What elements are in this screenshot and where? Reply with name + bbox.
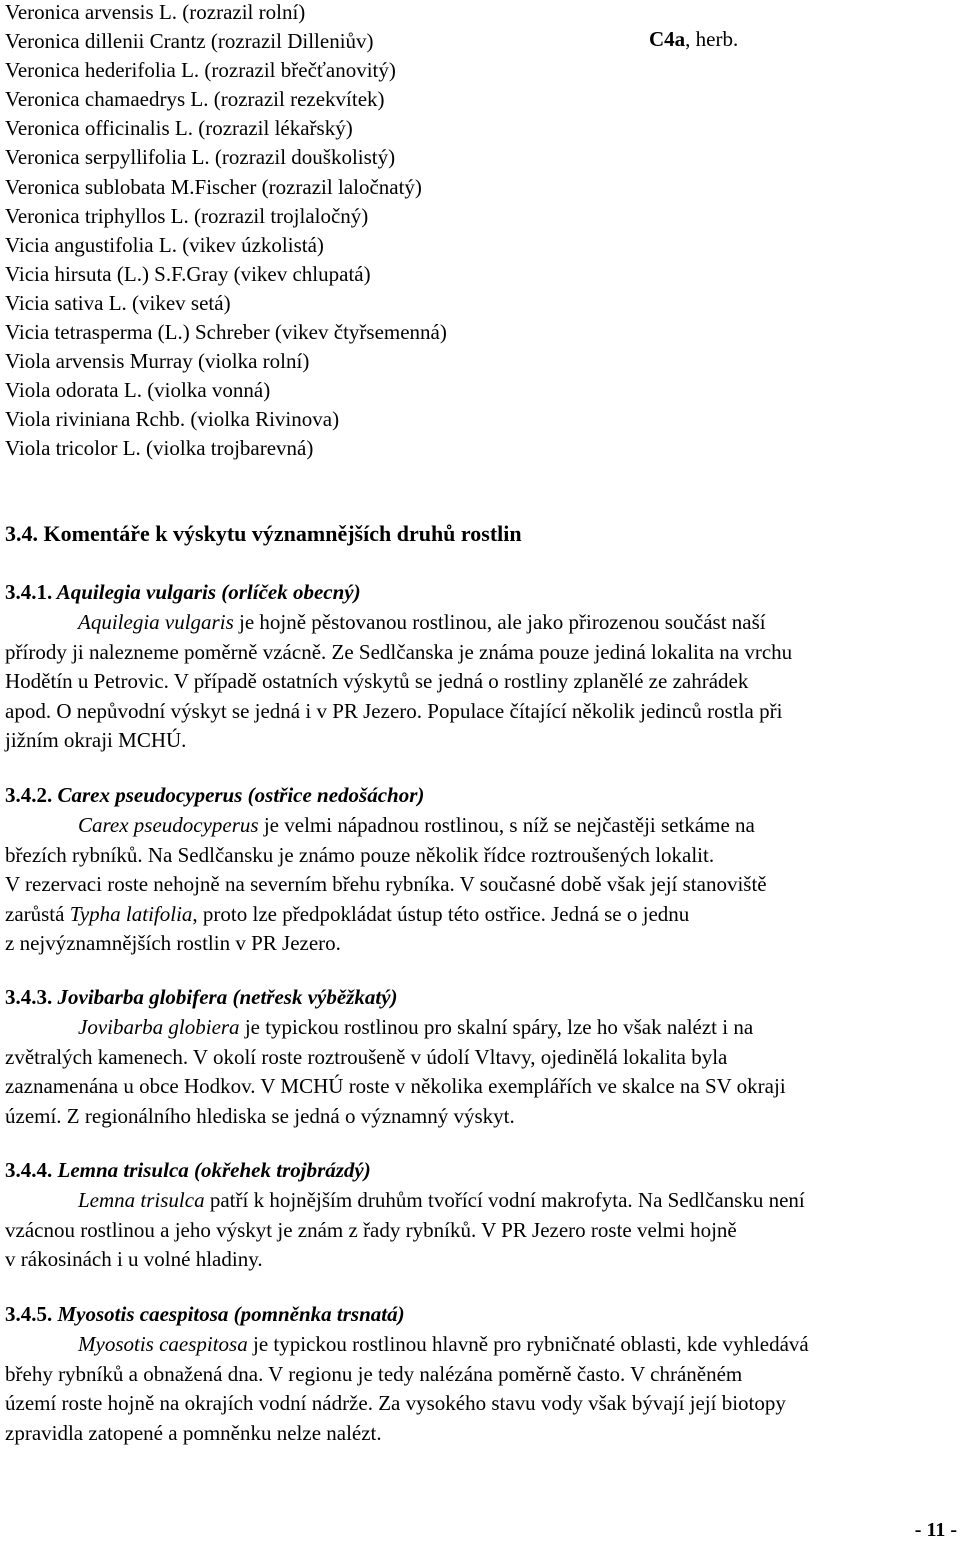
text-run: zaznamenána u obce Hodkov. V MCHÚ roste v několika exemplářích ve skalce na SV okraji [5, 1074, 786, 1098]
text-run: přírody ji nalezneme poměrně vzácně. Ze Sedlčanska je známa pouze jediná lokalita na vrchu [5, 639, 793, 664]
species-name-italic: Lemna trisulca [78, 1188, 205, 1212]
species-name-italic: Typha latifolia [69, 901, 193, 926]
paragraph-line [5, 608, 945, 638]
paragraph-line [5, 1216, 945, 1246]
species-list-item: Veronica serpyllifolia L. (rozrazil douškolistý) [5, 145, 396, 170]
paragraph-line [5, 811, 945, 841]
paragraph-line [5, 1245, 945, 1275]
paragraph-line [5, 1043, 945, 1073]
subsection-heading [5, 1158, 371, 1183]
species-list-item: Veronica triphyllos L. (rozrazil trojlaločný) [5, 203, 369, 228]
species-list-item: Veronica dillenii Crantz (rozrazil Dilleniův) [5, 29, 374, 54]
text-run: zpravidla zatopené a pomněnku nelze nalézt. [5, 1420, 382, 1445]
text-run: vzácnou rostlinou a jeho výskyt je znám z řady rybníků. V PR Jezero roste velmi hojně [5, 1217, 737, 1242]
paragraph-line [5, 1389, 945, 1419]
text-run: je typickou rostlinou pro skalní spáry, lze ho však nalézt i na [239, 1015, 754, 1039]
subsection-title: Jovibarba globifera (netřesk výběžkatý) [57, 985, 398, 1009]
section-heading: 3.4. Komentáře k výskytu významnějších druhů rostlin [5, 521, 522, 546]
species-list-item: Vicia hirsuta (L.) S.F.Gray (vikev chlupatá) [5, 261, 371, 286]
text-run: území. Z regionálního hlediska se jedná o významný výskyt. [5, 1103, 515, 1128]
text-run: V rezervaci roste nehojně na severním břehu rybníka. V současné době však její stanoviště [5, 872, 767, 896]
text-run: apod. O nepůvodní výskyt se jedná i v PR Jezero. Populace čítající několik jedinců rostla při [5, 698, 783, 723]
paragraph-line [5, 870, 945, 900]
subsection-heading [5, 985, 398, 1010]
text-run: území roste hojně na okrajích vodní nádrže. Za vysokého stavu vody však bývají její biotopy [5, 1391, 786, 1415]
subsection-heading [5, 1302, 405, 1327]
page-number: - 11 - [914, 1519, 957, 1541]
paragraph-line [5, 1360, 945, 1390]
text-run: zvětralých kamenech. V okolí roste roztroušeně v údolí Vltavy, ojedinělá lokalita byla [5, 1044, 728, 1069]
species-list-item: Viola odorata L. (violka vonná) [5, 378, 271, 403]
text-run: je hojně pěstovanou rostlinou, ale jako přirozenou součást naší [233, 610, 766, 634]
paragraph-line [5, 1330, 945, 1360]
species-name-italic: Jovibarba globiera [78, 1015, 240, 1039]
subsection-paragraph [5, 1013, 945, 1131]
category-note [649, 27, 738, 52]
subsection-heading [5, 580, 361, 605]
species-list-item: Veronica officinalis L. (rozrazil lékařský) [5, 116, 353, 141]
paragraph-line [5, 667, 945, 697]
text-run: břehy rybníků a obnažená dna. V regionu je tedy nalézána poměrně často. V chráněném [5, 1361, 743, 1386]
subsection-paragraph [5, 1330, 945, 1448]
species-list-item: Veronica chamaedrys L. (rozrazil rezekvítek) [5, 87, 385, 112]
species-list-item: Viola riviniana Rchb. (violka Rivinova) [5, 407, 340, 432]
paragraph-line [5, 841, 945, 871]
text-run: patří k hojnějším druhům tvořící vodní makrofyta. Na Sedlčansku není [204, 1188, 805, 1212]
paragraph-line [5, 638, 945, 668]
subsection-title: Carex pseudocyperus (ostřice nedošáchor) [57, 783, 425, 807]
category-code: C4a [649, 27, 686, 51]
text-run: jižním okraji MCHÚ. [5, 728, 187, 752]
species-list-item: Viola arvensis Murray (violka rolní) [5, 349, 310, 374]
species-name-italic: Myosotis caespitosa [78, 1332, 248, 1356]
species-name-italic: Aquilegia vulgaris [78, 610, 234, 634]
text-run: , proto lze předpokládat ústup této ostřice. Jedná se o jednu [192, 901, 690, 926]
species-list-item: Viola tricolor L. (violka trojbarevná) [5, 436, 314, 461]
subsection-number: 3.4.1. [5, 580, 53, 604]
species-list-item: Veronica hederifolia L. (rozrazil břečťanovitý) [5, 58, 396, 83]
text-run: je velmi nápadnou rostlinou, s níž se nejčastěji setkáme na [258, 813, 755, 837]
subsection-paragraph [5, 811, 945, 959]
subsection-paragraph [5, 1186, 945, 1275]
text-run: Hodětín u Petrovic. V případě ostatních výskytů se jedná o rostliny zplanělé ze zahrádek [5, 669, 749, 693]
paragraph-line [5, 900, 945, 930]
paragraph-line [5, 1102, 945, 1132]
paragraph-line [5, 1186, 945, 1216]
subsection-number: 3.4.3. [5, 985, 53, 1009]
subsection-heading [5, 783, 424, 808]
species-list-item: Vicia sativa L. (vikev setá) [5, 290, 231, 315]
subsection-number: 3.4.5. [5, 1302, 53, 1326]
species-name-italic: Carex pseudocyperus [78, 813, 259, 837]
text-run: v rákosinách i u volné hladiny. [5, 1247, 263, 1271]
species-list-item: Vicia tetrasperma (L.) Schreber (vikev čtyřsemenná) [5, 320, 447, 345]
paragraph-line [5, 697, 945, 727]
text-run: zarůstá [5, 901, 70, 926]
subsection-number: 3.4.2. [5, 783, 53, 807]
paragraph-line [5, 1072, 945, 1102]
text-run: z nejvýznamnějších rostlin v PR Jezero. [5, 931, 341, 955]
paragraph-line [5, 726, 945, 756]
subsection-title: Aquilegia vulgaris (orlíček obecný) [56, 580, 361, 604]
species-list [5, 0, 447, 464]
paragraph-line [5, 1419, 945, 1449]
paragraph-line [5, 929, 945, 959]
subsection-title: Lemna trisulca (okřehek trojbrázdý) [57, 1158, 371, 1182]
subsection-title: Myosotis caespitosa (pomněnka trsnatá) [57, 1302, 405, 1326]
paragraph-line [5, 1013, 945, 1043]
species-list-item: Veronica sublobata M.Fischer (rozrazil laločnatý) [5, 174, 422, 199]
species-list-item: Veronica arvensis L. (rozrazil rolní) [5, 0, 306, 24]
species-list-item: Vicia angustifolia L. (vikev úzkolistá) [5, 232, 324, 257]
text-run: je typickou rostlinou hlavně pro rybničnaté oblasti, kde vyhledává [247, 1332, 809, 1356]
text-run: březích rybníků. Na Sedlčansku je známo pouze několik řídce roztroušených lokalit. [5, 842, 715, 867]
subsection-number: 3.4.4. [5, 1158, 53, 1182]
category-rest: , herb. [685, 27, 739, 51]
subsection-paragraph [5, 608, 945, 756]
